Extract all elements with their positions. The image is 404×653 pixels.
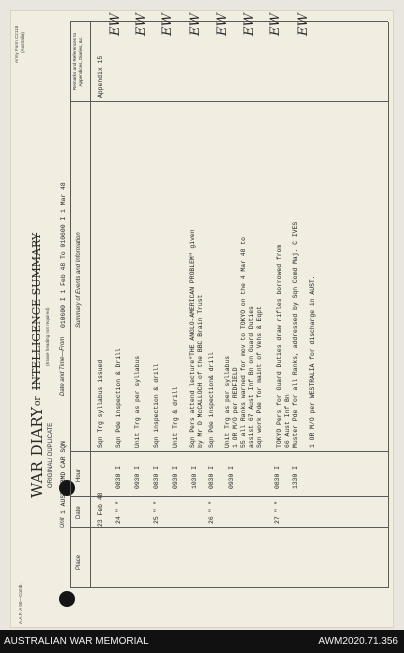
handwritten-initials: EW: [134, 13, 149, 36]
intelligence-summary-title: INTELLIGENCE SUMMARY: [30, 232, 43, 390]
handwritten-initials: EW: [160, 13, 175, 36]
column-header-date: Date: [76, 506, 82, 519]
entry-line: Sqn Trg syllabus issued: [97, 359, 104, 448]
entry-hour: 0930 I: [172, 465, 179, 489]
army-form-sub: (Australia): [20, 32, 25, 53]
entry-date: 23 Feb 48: [97, 492, 104, 527]
war-diary-title: WAR DIARY: [28, 406, 46, 498]
entry-remark: Appendix 15: [97, 55, 104, 98]
entry-line: Sqn Pers attend lecture"THE ANGLO-AMERICAN PROBLEM" given: [189, 229, 196, 448]
date-column-rule: [70, 496, 388, 497]
handwritten-initials: EW: [215, 13, 230, 36]
handwritten-initials: EW: [296, 13, 311, 36]
entry-line: 1 OR M/O per WESTRALIA for discharge in AUST.: [309, 275, 316, 448]
entry-line: by Mr D McCALLOCH of the BBC Brain Trust: [197, 294, 204, 448]
entry-line: Muster Pde for all Ranks, addressed by Sqn Comd Maj. C IVES: [292, 221, 299, 448]
column-header-summary: Summary of Events and Information: [76, 232, 82, 328]
entry-line: Unit Trg as per syllabus: [134, 355, 141, 448]
table-header-rule: [90, 22, 91, 588]
column-header-place: Place: [76, 554, 82, 570]
or-word: or: [33, 396, 43, 406]
entry-date: 26 " ": [208, 500, 215, 524]
entry-line: TOKYO Pers for Guard Duties draw rifles borrowed from: [276, 244, 283, 448]
entry-hour: 0830 I: [153, 465, 160, 489]
footer-bar: [0, 630, 404, 653]
entry-hour: 1330 I: [292, 465, 299, 489]
entry-line: Sqn inspection & drill: [153, 363, 160, 448]
column-header-hour: Hour: [76, 468, 82, 482]
summary-column-rule: [70, 101, 388, 102]
entry-date: 25 " ": [153, 500, 160, 524]
table-border: [70, 587, 388, 588]
entry-line: Sqn Pde inspection& drill: [208, 352, 215, 448]
entry-line: Sqn Pde inspection & Drill: [115, 348, 122, 448]
entry-date: 24 " ": [115, 500, 122, 524]
entry-hour: 0830 I: [208, 465, 215, 489]
entry-hour: 0830 I: [274, 465, 281, 489]
entry-line: 66 Aust Inf Bn: [284, 394, 291, 448]
place-column-rule: [70, 527, 388, 528]
entry-line: Unit Trg & drill: [172, 386, 179, 448]
hour-column-rule: [70, 451, 388, 452]
footer-source: AUSTRALIAN WAR MEMORIAL: [4, 636, 149, 647]
erase-note: (Erase heading not required): [45, 307, 50, 366]
handwritten-initials: EW: [108, 13, 123, 36]
entry-line: Sqn work Pde for maint of Vehs & Eqpt: [256, 306, 263, 448]
form-code: A.A.F. A 50—Comb.: [18, 583, 23, 624]
entry-date: 27 " ": [274, 500, 281, 524]
entry-line: assist 67 Aust Inf Bn on Guard Duties: [248, 306, 255, 448]
entry-hour: 0930 I: [228, 465, 235, 489]
handwritten-initials: EW: [268, 13, 283, 36]
document-scan: [10, 10, 394, 628]
column-header-remarks: Remarks and References to Appendices, Diaries, &c.: [72, 32, 83, 91]
entry-line: 1 OR M/O per REDFIELD: [232, 367, 239, 448]
entry-hour: 0930 I: [134, 465, 141, 489]
entry-line: Unit Trg as per syllabus: [224, 355, 231, 448]
date-time-value: 010600 I 1 Feb 48 To 010600 I 1 Mar 48: [60, 182, 67, 328]
entry-line: 55 all Ranks warned for mov to TOKYO on the 4 Mar 48 to: [240, 237, 247, 448]
table-bottom-rule: [388, 22, 389, 588]
unit-label: Unit: [60, 517, 66, 528]
date-time-label: Date and Time—From: [60, 336, 66, 396]
army-form-label: Army Form C2118: [14, 25, 19, 63]
footer-accession: AWM2020.71.356: [318, 636, 398, 647]
handwritten-initials: EW: [188, 13, 203, 36]
entry-hour: 0830 I: [115, 465, 122, 489]
original-duplicate: ORIGINAL/ DUPLICATE: [48, 422, 54, 488]
unit-value: 1 AUST ARMD CAR SQN: [60, 441, 67, 514]
rotated-form: [10, 10, 394, 628]
entry-hour: 1030 I: [191, 465, 198, 489]
table-top-rule: [70, 22, 71, 588]
handwritten-initials: EW: [242, 13, 257, 36]
